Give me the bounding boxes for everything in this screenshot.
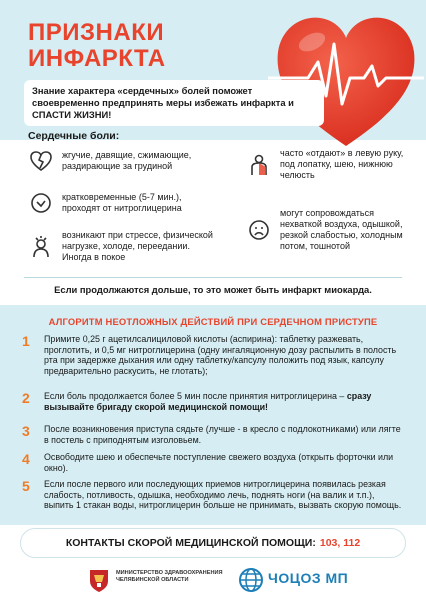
- globe-icon: [238, 567, 264, 593]
- step-number: 1: [22, 333, 30, 349]
- step-text-bold: сразу вызывайте бригаду скорой медицинской помощи!: [44, 391, 372, 412]
- org-name: ЧОЦОЗ МП: [268, 570, 349, 586]
- warning-text: Если продолжаются дольше, то это может быть инфаркт миокарда.: [54, 284, 372, 295]
- step-text: Освободите шею и обеспечьте поступление свежего воздуха (открыть форточки или окно).: [44, 452, 394, 473]
- pain-item-duration: [28, 190, 218, 216]
- broken-heart-icon: [28, 148, 54, 174]
- heart-illustration: [268, 4, 424, 154]
- emergency-numbers: 103, 112: [319, 537, 361, 549]
- footer: [0, 562, 426, 600]
- step-text: Если после первого или последующих приемов нитроглицерина появилась резкая слабость, потливость, одышка, необходимо лечь, поднять ноги (на валик и т.п.), выпить 1 стакан воды, нитроглицерин больше не принимать, вызвать скорую помощь.: [44, 479, 402, 510]
- algorithm-step: [22, 334, 402, 376]
- pain-item-text: возникают при стрессе, физической нагрузке, холоде, переедании. Иногда в покое: [62, 230, 213, 262]
- intro-box: Знание характера «сердечных» болей поможет своевременно предпринять меры избежать инфаркта и СПАСТИ ЖИЗНИ!: [24, 80, 324, 126]
- divider: [24, 277, 402, 278]
- title-line-1: ПРИЗНАКИ: [28, 19, 165, 46]
- pain-item-burning: [28, 148, 218, 174]
- pain-item-radiation: [246, 148, 414, 181]
- title-line-2: ИНФАРКТА: [28, 45, 166, 72]
- pain-item-symptoms: [246, 208, 414, 252]
- page-title: [28, 20, 166, 72]
- algorithm-step: [22, 391, 402, 412]
- step-number: 2: [22, 390, 30, 406]
- step-text: После возникновения приступа сядьте (лучше - в кресло с подлокотниками) или лягте в постель с приподнятым изголовьем.: [44, 424, 401, 445]
- ministry-emblem-icon: [86, 567, 112, 593]
- sad-face-icon: [246, 217, 272, 243]
- body-pain-icon: [246, 152, 272, 178]
- ministry-name: [116, 570, 223, 584]
- pain-item-triggers: [28, 230, 218, 263]
- pain-item-text: жгучие, давящие, сжимающие, раздирающие за грудиной: [62, 150, 192, 171]
- algorithm-step: [22, 424, 402, 445]
- step-text: Примите 0,25 г ацетилсалициловой кислоты (аспирина): таблетку разжевать, проглотить, и 0,5 мг нитроглицерина (одну ингаляционную дозу распылить в полость рта при задержке дыхания или одну таблетку/капсулу положить под язык, капсулу предварительно раскусить, не глотать);: [44, 334, 397, 376]
- algorithm-step: [22, 452, 402, 473]
- pain-item-text: часто «отдают» в левую руку, под лопатку, шею, нижнюю челюсть: [280, 148, 404, 180]
- pain-item-text: могут сопровождаться нехваткой воздуха, одышкой, резкой слабостью, холодным потом, тошнотой: [280, 208, 403, 251]
- step-text: Если боль продолжается более 5 мин после принятия нитроглицерина –: [44, 391, 345, 401]
- pains-title: Сердечные боли:: [28, 130, 120, 142]
- pain-item-text: кратковременные (5-7 мин.), проходят от нитроглицерина: [62, 192, 182, 213]
- algorithm-title: АЛГОРИТМ НЕОТЛОЖНЫХ ДЕЙСТВИЙ ПРИ СЕРДЕЧНОМ ПРИСТУПЕ: [48, 316, 378, 327]
- step-number: 3: [22, 423, 30, 439]
- step-number: 5: [22, 478, 30, 494]
- clock-icon: [28, 190, 54, 216]
- contacts-banner: [20, 528, 406, 558]
- ministry-line-2: ЧЕЛЯБИНСКОЙ ОБЛАСТИ: [116, 577, 189, 583]
- algorithm-step: [22, 479, 402, 511]
- stress-person-icon: [28, 234, 54, 260]
- contacts-label: КОНТАКТЫ СКОРОЙ МЕДИЦИНСКОЙ ПОМОЩИ:: [65, 537, 316, 549]
- ministry-line-1: МИНИСТЕРСТВО ЗДРАВООХРАНЕНИЯ: [116, 570, 223, 576]
- step-number: 4: [22, 451, 30, 467]
- step-text-container: [44, 391, 402, 412]
